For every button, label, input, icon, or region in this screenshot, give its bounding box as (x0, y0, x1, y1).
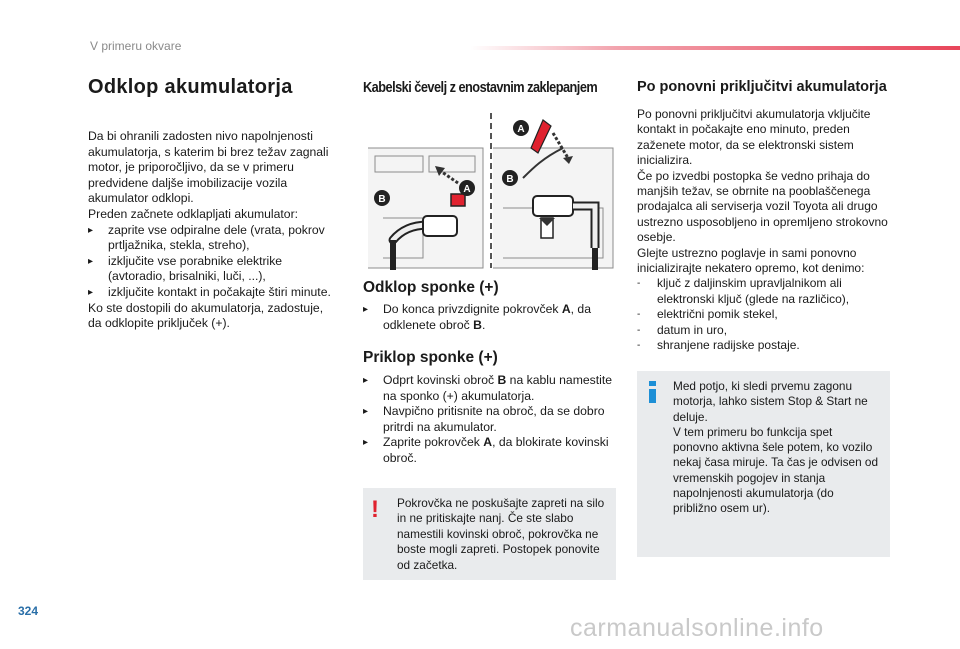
label-b-right: B (506, 174, 514, 185)
after-paragraph: Ko ste dostopili do akumulatorja, zadostuje, da odklopite priključek (+). (88, 300, 324, 331)
list-item: - shranjene radijske postaje. (637, 338, 800, 353)
reconnect-paragraph-1: Po ponovni priključitvi akumulatorja vključite kontakt in počakajte eno minuto, preden zaženete motor, da se elektronski sistem inicializira. (637, 107, 871, 168)
bullet-icon: ▸ (363, 406, 369, 418)
info-text: Med potjo, ki sledi prvemu zagonu motorja, lahko sistem Stop & Start ne deluje. V tem primeru bo funkcija spet ponovno aktivna šele potem, ko vozilo nekaj časa miruje. Ta čas je odvisen od vremenskih pogojev in stanja napolnjenosti akumulatorja (do približno osem ur). (673, 379, 879, 516)
list-item: ▸ Navpično pritisnite na obroč, da se dobro pritrdi na akumulator. (363, 404, 605, 434)
page-number: 324 (18, 604, 39, 618)
intro-paragraph: Da bi ohranili zadosten nivo napolnjenosti akumulatorja, s katerim bi brez težav zagnali motor, je priporočljivo, da se v primeru predvidene daljše imobilizacije vozila akumulator odklopi. (88, 129, 329, 206)
reconnect-title: Po ponovni priključitvi akumulatorja (637, 79, 887, 95)
label-a-left: A (463, 184, 471, 195)
page-title: Odklop akumulatorja (88, 76, 293, 98)
connect-steps (363, 373, 618, 467)
list-item: ▸ izklјučite vse porabnike elektrike (avtoradio, brisalniki, luči, ...), (88, 253, 283, 284)
connect-title: Priklop sponke (+) (363, 349, 498, 366)
bullet-icon: ▸ (88, 255, 94, 267)
list-item: ▸ izklјučite kontakt in počakajte štiri minute. (88, 284, 331, 299)
bullet-icon: ▸ (88, 286, 94, 298)
reconnect-paragraph-3: Glejte ustrezno poglavje in sami ponovno inicializirajte nekatero opremo, kot denimo: (637, 245, 865, 276)
header-accent-bar (470, 46, 960, 50)
section-title: V primeru okvare (90, 39, 182, 53)
disconnect-steps (363, 302, 618, 333)
list-item: ▸ Zaprite pokrovček A, da blokirate kovinski obroč. (363, 435, 609, 465)
clamp-section-title: Kabelski čevelj z enostavnim zaklepanjem (363, 80, 598, 96)
battery-clamp-illustration (363, 108, 618, 273)
reconnect-paragraph-2: Če po izvedbi postopka še vedno prihaja do manjših težav, se obrnite na pooblaščenega prodajalca ali serviserja vozil Toyota ali drugo ustrezno usposobljeno in opremljeno strokovno osebje. (637, 168, 888, 245)
bullet-icon: ▸ (363, 304, 369, 315)
reconnect-section (637, 107, 895, 354)
list-item: ▸ zaprite vse odpiralne dele (vrata, pokrov prtljažnika, stekla, streho), (88, 222, 325, 253)
label-a-right: A (517, 124, 525, 135)
info-icon (648, 381, 658, 403)
bullet-icon: ▸ (88, 224, 94, 236)
list-item: - ključ z daljinskim upravljalnikom ali elektronski ključ (glede na različico), (637, 276, 850, 306)
bullet-icon: ▸ (363, 437, 369, 449)
disconnect-title: Odklop sponke (+) (363, 279, 499, 296)
label-b-left: B (378, 194, 386, 205)
list-item: ▸ Odprt kovinski obroč B na kablu namestite na sponko (+) akumulatorja. (363, 373, 612, 403)
list-item: - električni pomik stekel, (637, 307, 778, 322)
warning-note (363, 488, 616, 580)
watermark: carmanualsonline.info (570, 614, 824, 642)
warning-text: Pokrovčka ne poskušajte zapreti na silo in ne pritiskajte nanj. Če ste slabo namestili kovinski obroč, pokrovčka ne boste mogli zapreti. Postopek ponovite od začetka. (397, 496, 605, 572)
list-item: - datum in uro, (637, 322, 728, 337)
info-note (637, 371, 890, 557)
bullet-icon: ▸ (363, 375, 369, 386)
before-paragraph: Preden začnete odklapljati akumulator: (88, 206, 299, 221)
warning-icon: ! (371, 496, 379, 523)
intro-section (88, 129, 338, 332)
list-item: ▸ Do konca privzdignite pokrovček A, da odklenete obroč B. (363, 302, 591, 332)
